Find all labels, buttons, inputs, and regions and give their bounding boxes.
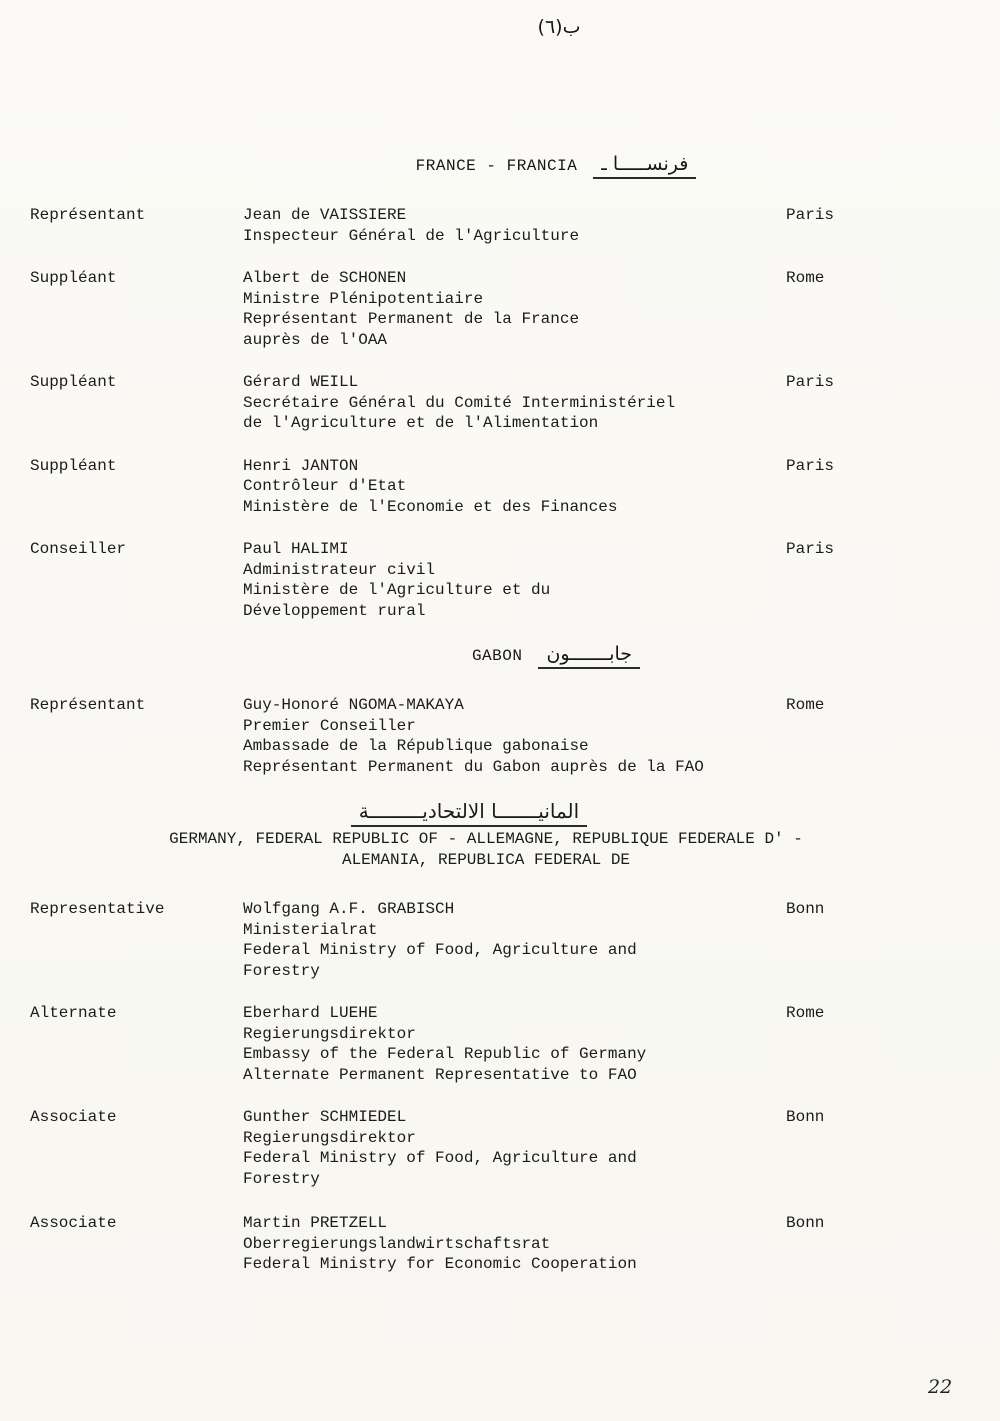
page-number: 22 [928,1376,953,1398]
delegate-name: Jean de VAISSIERE [243,206,407,224]
role-label: Representative [30,900,165,918]
role-label: Associate [30,1108,117,1126]
city-label: Bonn [786,1108,825,1126]
delegate-detail: Ministère de l'Economie et des Finances [243,497,618,516]
delegate-name: Guy-Honoré NGOMA-MAKAYA [243,696,464,714]
city-label: Rome [786,1004,825,1022]
delegate-detail: Federal Ministry for Economic Cooperation [243,1255,637,1273]
heading-latin: FRANCE - FRANCIA [415,157,578,175]
delegate-entry [30,899,970,981]
heading-arabic: فرنســـــا ـ [593,153,696,179]
delegate-entry [30,205,970,246]
section-heading-gabon [30,643,970,669]
delegate-detail: Ministre Plénipotentiaire [243,289,484,308]
delegate-detail: Federal Ministry of Food, Agriculture and [243,1149,637,1167]
delegate-info [243,1213,786,1275]
delegate-info [243,268,786,350]
delegate-detail: Représentant Permanent de la France [243,310,580,328]
delegate-detail: Forestry [243,961,320,980]
arabic-page-marker: (٦)ب [537,16,581,38]
delegate-detail: Contrôleur d'Etat [243,477,407,495]
role-label: Représentant [30,696,146,714]
delegate-detail: Premier Conseiller [243,716,416,735]
section-germany [0,799,1000,1275]
delegate-detail: Alternate Permanent Representative to FAO [243,1065,637,1084]
delegate-detail: Oberregierungslandwirtschaftsrat [243,1234,551,1253]
heading-latin-line2: ALEMANIA, REPUBLICA FEDERAL DE [341,851,631,869]
role-label: Représentant [30,206,146,224]
city-label: Paris [786,456,835,475]
delegate-detail: Ministère de l'Agriculture et du [243,581,551,599]
delegate-entry [30,1107,970,1189]
role-label: Associate [30,1214,117,1232]
delegate-detail: Représentant Permanent du Gabon auprès de la FAO [243,757,704,776]
section-heading-france [30,153,970,179]
heading-arabic: جابـــــــون [538,643,640,669]
delegate-name: Eberhard LUEHE [243,1004,378,1022]
delegate-detail: auprès de l'OAA [243,330,388,349]
delegate-detail: Embassy of the Federal Republic of Germany [243,1045,647,1063]
heading-latin: GABON [471,647,523,665]
delegate-name: Wolfgang A.F. GRABISCH [243,900,455,918]
section-gabon [0,643,1000,777]
city-label: Paris [786,373,835,391]
delegate-detail: Ministerialrat [243,920,378,939]
role-label: Suppléant [30,456,117,475]
heading-arabic: المانيـــــــا الالتحاديـــــــــة [351,799,587,827]
delegate-detail: Federal Ministry of Food, Agriculture and [243,941,637,959]
city-label: Bonn [786,1214,825,1232]
delegate-detail: Ambassade de la République gabonaise [243,737,589,755]
delegate-entry [30,695,970,777]
delegate-entry [30,372,970,434]
delegate-info [243,456,786,518]
delegate-detail: Regierungsdirektor [243,1128,416,1147]
delegate-info [243,205,786,246]
delegate-name: Henri JANTON [243,456,359,475]
city-label: Paris [786,206,835,224]
delegate-detail: Secrétaire Général du Comité Interministériel [243,393,676,412]
delegate-name: Gunther SCHMIEDEL [243,1108,407,1126]
role-label: Suppléant [30,269,117,287]
delegate-entry [30,539,970,621]
section-heading-germany [30,829,970,871]
delegate-entry [30,1213,970,1275]
role-label: Conseiller [30,540,127,558]
city-label: Bonn [786,900,825,918]
role-label: Alternate [30,1004,117,1022]
delegate-detail: Administrateur civil [243,560,436,579]
delegate-entry [30,456,970,518]
page-content [0,153,1000,1297]
delegate-info [243,372,786,434]
delegate-info [243,539,786,621]
heading-latin-line1: GERMANY, FEDERAL REPUBLIC OF - ALLEMAGNE, REPUBLIQUE FEDERALE D' - [169,830,803,848]
section-france [0,153,1000,621]
city-label: Rome [786,269,825,287]
delegate-detail: Regierungsdirektor [243,1024,416,1043]
delegate-detail: Inspecteur Général de l'Agriculture [243,226,580,245]
delegate-name: Martin PRETZELL [243,1214,388,1232]
delegate-entry [30,268,970,350]
delegate-info [243,1107,786,1189]
delegate-entry [30,1003,970,1085]
delegate-detail: Développement rural [243,601,426,620]
delegate-name: Paul HALIMI [243,540,349,558]
role-label: Suppléant [30,373,117,391]
section-heading-germany-arabic [30,799,970,827]
delegate-detail: Forestry [243,1169,320,1188]
city-label: Rome [786,696,825,714]
delegate-name: Gérard WEILL [243,373,359,391]
delegate-info [243,899,786,981]
delegate-name: Albert de SCHONEN [243,269,407,287]
delegate-detail: de l'Agriculture et de l'Alimentation [243,414,599,432]
delegate-info [243,695,786,777]
delegate-info [243,1003,786,1085]
city-label: Paris [786,540,835,558]
